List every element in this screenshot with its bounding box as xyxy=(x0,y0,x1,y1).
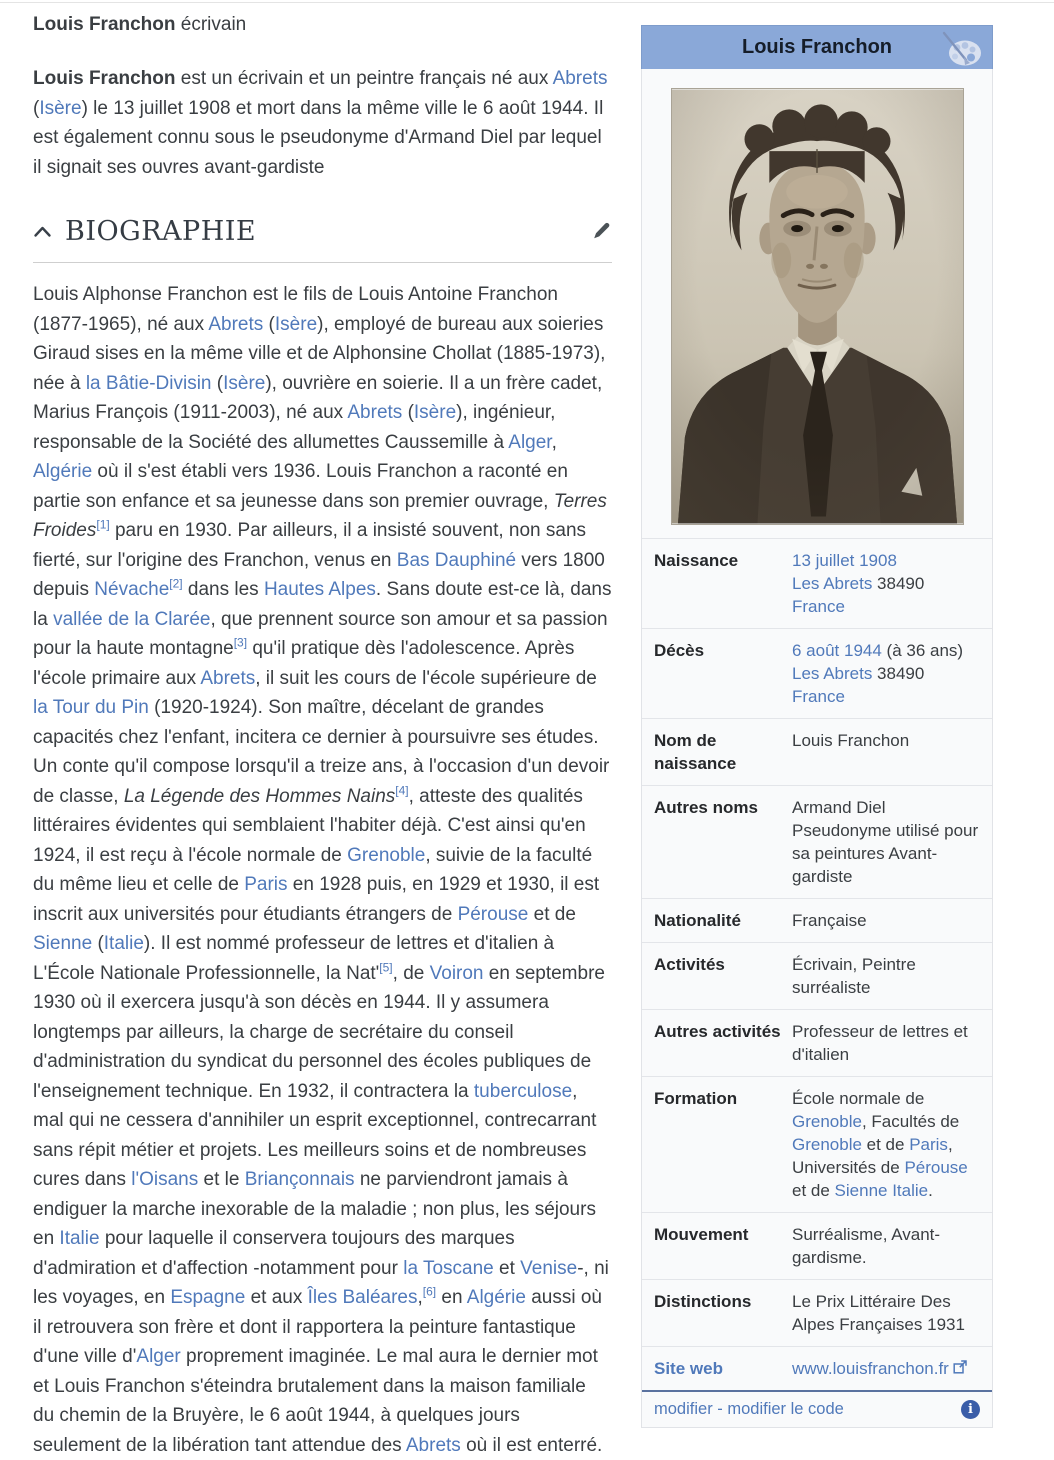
text-segment: ). Il est nommé professeur de lettres et d'italien à L'École Nationale Professionnelle, la Nat' xyxy=(33,933,555,984)
text-segment: dans les xyxy=(182,579,264,600)
text-segment: , atteste des qualités littéraires évidentes qui semblaient l'habiter déjà. C'est ainsi qu'en 1924, il est reçu à l'école normale de xyxy=(33,785,586,866)
text-segment: en 1928 puis, en 1929 et 1930, il est inscrit aux universités pour étudiants étrangers de xyxy=(33,874,600,925)
painter-palette-icon xyxy=(938,30,984,73)
text-segment: en xyxy=(436,1287,467,1308)
row-label: Mouvement xyxy=(654,1225,749,1244)
link[interactable]: Alger xyxy=(136,1346,181,1367)
link[interactable]: Pérouse xyxy=(904,1158,968,1177)
row-value xyxy=(792,1020,980,1066)
text-segment: Terres Froides xyxy=(33,490,607,541)
link[interactable]: Paris xyxy=(244,874,288,895)
text-segment: , suivie de la faculté du même lieu et celle de xyxy=(33,844,593,895)
reference-link[interactable]: [3] xyxy=(233,635,248,650)
edit-section-button[interactable] xyxy=(591,221,612,242)
link[interactable]: Grenoble xyxy=(792,1112,862,1131)
text-segment: Louis Alphonse Franchon est le fils de Louis Antoine Franchon (1877-1965), né aux xyxy=(33,284,558,335)
link[interactable]: Grenoble xyxy=(792,1135,862,1154)
link[interactable]: 6 août 1944 xyxy=(792,641,882,660)
link[interactable]: Italie xyxy=(103,933,144,954)
row-label[interactable]: Site web xyxy=(654,1359,723,1378)
link[interactable]: Grenoble xyxy=(347,844,426,866)
text-segment: ( xyxy=(33,97,40,119)
infobox-row-mouvement xyxy=(642,1212,992,1279)
page-top-divider xyxy=(0,2,1054,3)
text-segment: proprement imaginée. Le mal aura le dernier mot et Louis Franchon s'éteindra brutalement dans la maison familiale du chemin de la Bruyère, le 6 août 1944, à quelques jours seulement de la libération tant attendue des xyxy=(33,1346,598,1456)
text-segment: Professeur de lettres et d'italien xyxy=(792,1022,968,1064)
article-column xyxy=(33,12,612,1460)
infobox-row-deces xyxy=(642,628,992,718)
info-circle-icon[interactable]: i xyxy=(961,1400,980,1419)
text-segment: où il s'est établi vers 1936. Louis Franchon a raconté en partie son enfance et sa jeunesse dans son premier ouvrage, xyxy=(33,461,568,512)
text-segment: et de xyxy=(792,1181,835,1200)
link[interactable]: Isère xyxy=(223,372,266,394)
text-segment: Surréalisme, Avant-gardisme. xyxy=(792,1225,941,1267)
text-segment: Louis Franchon xyxy=(33,14,176,35)
text-segment: Écrivain, Peintre surréaliste xyxy=(792,955,916,997)
row-value xyxy=(792,639,980,708)
link[interactable]: vallée de la Clarée xyxy=(53,608,211,630)
link[interactable]: la Bâtie-Divisin xyxy=(85,372,212,394)
row-value xyxy=(792,909,980,932)
text-segment: , xyxy=(417,1287,423,1308)
text-segment: École normale de xyxy=(792,1089,925,1108)
link[interactable]: Les Abrets xyxy=(792,664,873,683)
link[interactable]: www.louisfranchon.fr xyxy=(792,1359,949,1378)
link[interactable]: Hautes Alpes xyxy=(263,579,376,600)
link[interactable]: 13 juillet 1908 xyxy=(792,551,897,570)
text-segment: qu'il pratique dès l'adolescence. Après l'école primaire aux xyxy=(33,638,575,689)
text-segment: La Légende des Hommes Nains xyxy=(123,785,396,807)
link[interactable]: Alger xyxy=(508,431,552,453)
portrait-photo[interactable] xyxy=(671,88,964,525)
link[interactable]: Abrets xyxy=(552,68,608,89)
link[interactable]: tuberculose xyxy=(473,1080,573,1102)
link[interactable]: modifier xyxy=(654,1400,713,1418)
text-segment: aussi où il retrouvera son frère et dont il rapportera la peinture fantastique d'une ville d' xyxy=(33,1287,602,1367)
infobox-row-naissance xyxy=(642,538,992,628)
text-segment: ne parviendront jamais à endiguer la marche inexorable de la maladie ; non plus, les séjours en xyxy=(33,1169,596,1249)
text-segment: . xyxy=(928,1181,933,1200)
text-segment: (1920-1924). Son maître, décelant de grandes capacités chez l'enfant, incitera ce dernier à poursuivre ses études. Un conte qu'il compose lorsqu'il a treize ans, à l'occasion d'un devoir de classe, xyxy=(33,697,610,807)
infobox-row-formation xyxy=(642,1076,992,1212)
row-label: Autres noms xyxy=(654,798,758,817)
text-segment: Armand Diel xyxy=(792,798,886,817)
reference-link[interactable]: [6] xyxy=(422,1284,437,1299)
link[interactable]: Abrets xyxy=(200,667,256,689)
link[interactable]: Sienne Italie xyxy=(834,1181,929,1200)
text-segment: , que prennent source son amour et sa passion pour la haute montagne xyxy=(33,608,608,659)
row-value xyxy=(792,1087,980,1202)
link[interactable]: Algérie xyxy=(466,1287,526,1308)
text-segment: où il est enterré. xyxy=(460,1434,603,1456)
text-segment: , Universités de xyxy=(792,1135,953,1177)
reference-link[interactable]: [5] xyxy=(379,960,393,975)
link[interactable]: Abrets xyxy=(405,1434,461,1456)
link[interactable]: Paris xyxy=(909,1135,948,1154)
link[interactable]: la Tour du Pin xyxy=(33,697,149,718)
text-segment: en septembre 1930 où il exercera jusqu'à son décès en 1944. Il y assumera longtemps par ailleurs, la charge de secrétaire du conseil d'administration du syndicat du personnel des écoles publiques de l'enseignement technique. En 1932, il contractera la xyxy=(33,962,605,1102)
row-label: Nationalité xyxy=(654,911,741,930)
link[interactable]: Névache xyxy=(94,579,170,600)
infobox xyxy=(641,26,993,1428)
row-label: Activités xyxy=(654,955,725,974)
link[interactable]: Voiron xyxy=(429,962,484,984)
row-label: Formation xyxy=(654,1089,738,1108)
infobox-header xyxy=(641,25,993,69)
text-segment: 38490 xyxy=(872,574,925,593)
link[interactable]: Bas Dauphiné xyxy=(396,549,517,571)
link[interactable]: France xyxy=(792,687,845,706)
text-segment: ), employé de bureau aux soieries Giraud sises en la même ville et de Alphonsine Chollat (1885-1973), née à xyxy=(33,313,606,394)
link[interactable]: l'Oisans xyxy=(131,1169,199,1190)
text-segment: , de xyxy=(392,962,430,984)
text-segment: et aux xyxy=(245,1287,308,1308)
pencil-icon xyxy=(591,221,612,242)
biography-paragraph xyxy=(33,280,612,1460)
chevron-up-icon xyxy=(33,225,52,238)
infobox-row-activites xyxy=(642,942,992,1009)
infobox-title: Louis Franchon xyxy=(742,36,892,58)
infobox-row-nom-de-naissance xyxy=(642,718,992,785)
section-divider xyxy=(33,262,612,263)
row-label: Autres activités xyxy=(654,1022,781,1041)
link[interactable]: Abrets xyxy=(208,313,264,335)
link[interactable]: la Toscane xyxy=(403,1257,494,1279)
modifier-links[interactable] xyxy=(654,1400,844,1419)
infobox-row-autres-noms xyxy=(642,785,992,898)
article-tagline xyxy=(33,12,612,38)
external-link-icon xyxy=(953,1359,967,1378)
text-segment: (à 36 ans) xyxy=(881,641,964,660)
row-label: Distinctions xyxy=(654,1292,752,1311)
text-segment: vers 1800 depuis xyxy=(33,549,605,600)
link[interactable]: Italie xyxy=(59,1228,100,1249)
infobox-photo-cell xyxy=(642,69,992,538)
text-segment: pour laquelle il conservera toujours des marques d'admiration et d'affection -notamment pour xyxy=(33,1228,515,1279)
text-segment: 38490 xyxy=(872,664,925,683)
text-segment: ) le 13 juillet 1908 et mort dans la même ville le 6 août 1944. Il est également connu sous le pseudonyme d'Armand Diel par lequel il signait ses ouvres avant-gardiste xyxy=(33,97,604,178)
link[interactable]: Pérouse xyxy=(457,903,529,925)
text-segment: et le xyxy=(198,1169,245,1190)
link[interactable]: Abrets xyxy=(347,402,403,423)
text-segment: Pseudonyme utilisé pour sa peintures Avant-gardiste xyxy=(792,821,979,886)
reference-link[interactable]: [1] xyxy=(96,517,110,532)
row-value xyxy=(792,1357,980,1380)
row-label: Naissance xyxy=(654,551,739,570)
link[interactable]: Algérie xyxy=(33,461,93,482)
text-segment: , il suit les cours de l'école supérieure de xyxy=(255,667,597,689)
text-segment: ( xyxy=(402,402,414,423)
link[interactable]: Îles Baléares xyxy=(307,1287,418,1308)
text-segment: -, ni les voyages, en xyxy=(33,1257,609,1308)
text-segment: , xyxy=(551,431,557,453)
text-segment: ), ouvrière en soierie. Il a un frère cadet, Marius François (1911-2003), né aux xyxy=(33,372,603,423)
text-segment: écrivain xyxy=(175,14,247,35)
text-segment: . Sans doute est-ce là, dans la xyxy=(33,579,612,630)
infobox-row-nationalite xyxy=(642,898,992,942)
collapse-section-button[interactable] xyxy=(33,225,52,238)
text-segment: - xyxy=(712,1400,728,1418)
text-segment: Française xyxy=(792,911,867,930)
text-segment: , mal qui ne cessera d'annihiler un esprit exceptionnel, contrecarrant sans répit métier et projets. Les meilleurs soins et de nombreuses cures dans xyxy=(33,1080,597,1190)
row-value xyxy=(792,953,980,999)
section-title: BIOGRAPHIE xyxy=(65,216,257,247)
link[interactable]: France xyxy=(792,597,845,616)
link[interactable]: Venise xyxy=(520,1257,578,1279)
infobox-row-autres-activites xyxy=(642,1009,992,1076)
link[interactable]: Sienne xyxy=(33,933,93,954)
text-segment: et de xyxy=(528,903,576,925)
infobox-row-distinctions xyxy=(642,1279,992,1346)
text-segment: Louis Franchon xyxy=(792,731,910,750)
link[interactable]: modifier le code xyxy=(727,1400,844,1418)
link[interactable]: Les Abrets xyxy=(792,574,873,593)
row-value xyxy=(792,549,980,618)
text-segment: et de xyxy=(861,1135,910,1154)
text-segment: ), ingénieur, responsable de la Société des allumettes Caussemille à xyxy=(33,402,556,453)
row-value xyxy=(792,796,980,888)
infobox-footer xyxy=(642,1390,992,1427)
text-segment: et xyxy=(493,1257,521,1279)
infobox-row-site-web xyxy=(642,1346,992,1390)
website-link[interactable] xyxy=(792,1359,949,1378)
reference-link[interactable]: [2] xyxy=(169,576,183,591)
text-segment: paru en 1930. Par ailleurs, il a insisté souvent, non sans fierté, sur l'origine des Franchon, venus en xyxy=(33,520,587,571)
reference-link[interactable]: [4] xyxy=(395,783,409,798)
link[interactable]: Isère xyxy=(39,97,82,119)
biography-section-header xyxy=(33,216,612,247)
row-label: Nom de naissance xyxy=(654,731,737,773)
link[interactable]: Isère xyxy=(274,313,318,335)
text-segment: , Facultés de xyxy=(861,1112,960,1131)
row-label: Décès xyxy=(654,641,705,660)
row-value xyxy=(792,1223,980,1269)
link[interactable]: Briançonnais xyxy=(244,1169,355,1190)
intro-paragraph xyxy=(33,64,612,182)
row-value xyxy=(792,1290,980,1336)
text-segment: ( xyxy=(92,933,104,954)
text-segment: ( xyxy=(211,372,224,394)
link[interactable]: Isère xyxy=(413,402,457,423)
text-segment: est un écrivain et un peintre français né aux xyxy=(175,68,553,89)
text-segment: ( xyxy=(263,313,275,335)
row-value xyxy=(792,729,980,775)
text-segment: Le Prix Littéraire Des Alpes Françaises 1931 xyxy=(792,1292,965,1334)
text-segment: Louis Franchon xyxy=(33,68,176,89)
link[interactable]: Espagne xyxy=(170,1287,246,1308)
